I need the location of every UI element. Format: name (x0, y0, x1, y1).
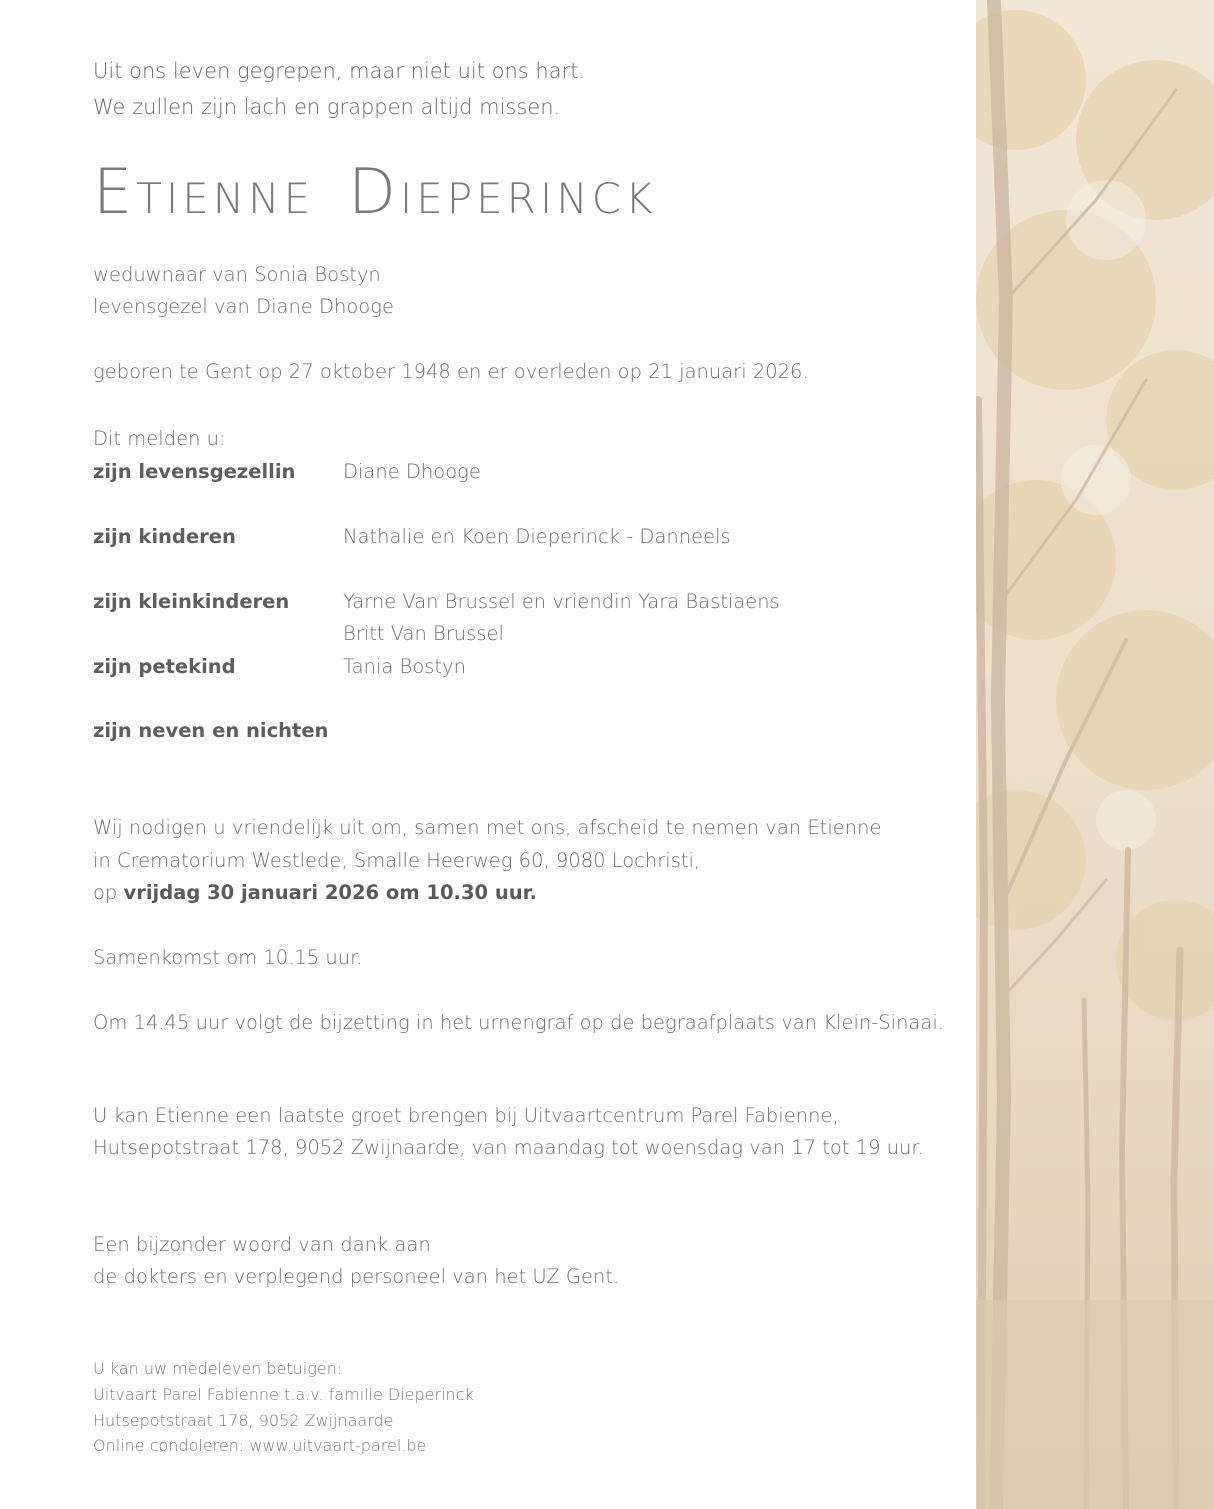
thanks-line-1: Een bijzonder woord van dank aan (93, 1233, 431, 1256)
family-value-grandchild-1: Yarne Van Brussel en vriendin Yara Bastiaens (343, 590, 780, 613)
family-label-grandchildren: zijn kleinkinderen (93, 590, 290, 613)
gathering-time: Samenkomst om 10.15 uur. (93, 946, 363, 969)
intro-line-2: We zullen zijn lach en grappen altijd missen. (93, 95, 561, 119)
relation-partner: levensgezel van Diane Dhooge (93, 295, 394, 318)
family-label-partner: zijn levensgezellin (93, 460, 296, 483)
invitation-line-3 (93, 877, 537, 909)
family-value-children: Nathalie en Koen Dieperinck - Danneels (343, 525, 731, 548)
invitation-line-1: Wij nodigen u vriendelijk uit om, samen met ons, afscheid te nemen van Etienne (93, 816, 882, 839)
first-name-initial: E (93, 155, 137, 228)
last-name-initial: D (348, 155, 400, 228)
footer-line-3: Hutsepotstraat 178, 9052 Zwijnaarde (93, 1411, 394, 1430)
farewell-line-2: Hutsepotstraat 178, 9052 Zwijnaarde, van maandag tot woensdag van 17 tot 19 uur. (93, 1136, 924, 1159)
birth-death-line: geboren te Gent op 27 oktober 1948 en er overleden op 21 januari 2026. (93, 360, 809, 383)
thanks-line-2: de dokters en verplegend personeel van het UZ Gent. (93, 1265, 620, 1288)
family-value-godchild: Tania Bostyn (343, 655, 466, 678)
forest-illustration (976, 0, 1214, 1509)
relation-widower: weduwnaar van Sonia Bostyn (93, 263, 381, 286)
last-name-rest: IEPERINCK (399, 174, 657, 223)
footer-line-2: Uitvaart Parel Fabienne t.a.v. familie Dieperinck (93, 1385, 474, 1404)
family-value-partner: Diane Dhooge (343, 460, 481, 483)
ceremony-datetime: vrijdag 30 januari 2026 om 10.30 uur. (123, 881, 537, 904)
footer-line-1: U kan uw medeleven betuigen: (93, 1359, 343, 1378)
farewell-line-1: U kan Etienne een laatste groet brengen bij Uitvaartcentrum Parel Fabienne, (93, 1104, 839, 1127)
invitation-prefix: op (93, 881, 124, 904)
footer-condolence-link[interactable]: Online condoleren: www.uitvaart-parel.be (93, 1436, 427, 1455)
announcement-heading: Dit melden u: (93, 427, 226, 450)
family-label-children: zijn kinderen (93, 525, 236, 548)
invitation-line-2: in Crematorium Westlede, Smalle Heerweg 60, 9080 Lochristi, (93, 849, 701, 872)
deceased-name (93, 155, 657, 229)
family-value-grandchild-2: Britt Van Brussel (343, 622, 504, 645)
family-label-cousins: zijn neven en nichten (93, 719, 329, 742)
family-label-godchild: zijn petekind (93, 655, 236, 678)
burial-info: Om 14.45 uur volgt de bijzetting in het urnengraf op de begraafplaats van Klein-Sinaai. (93, 1011, 944, 1034)
first-name-rest: TIENNE (136, 174, 315, 223)
autumn-forest-image (976, 0, 1214, 1509)
intro-line-1: Uit ons leven gegrepen, maar niet uit ons hart. (93, 59, 586, 83)
